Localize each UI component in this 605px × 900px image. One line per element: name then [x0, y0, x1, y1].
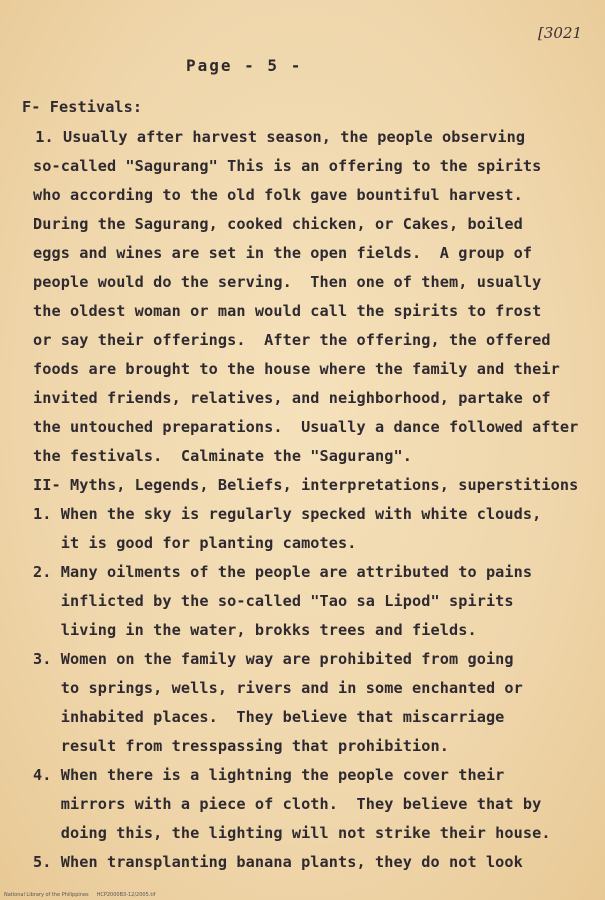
list-item-continuation: doing this, the lighting will not strike their house.: [33, 824, 551, 842]
text-line: During the Sagurang, cooked chicken, or Cakes, boiled: [33, 215, 523, 233]
list-item: 4. When there is a lightning the people cover their: [33, 766, 505, 784]
list-item: 3. Women on the family way are prohibited from going: [33, 650, 514, 668]
text-line: the festivals. Calminate the "Sagurang".: [33, 447, 412, 465]
page-header: Page - 5 -: [186, 56, 303, 75]
text-line: who according to the old folk gave bountiful harvest.: [33, 186, 523, 204]
text-line: foods are brought to the house where the family and their: [33, 360, 560, 378]
text-line: people would do the serving. Then one of them, usually: [33, 273, 542, 291]
scan-footer: National Library of the Philippines HCP2000B3-12/2005.tif: [4, 892, 156, 898]
list-item-continuation: mirrors with a piece of cloth. They believe that by: [33, 795, 542, 813]
list-item-continuation: to springs, wells, rivers and in some enchanted or: [33, 679, 523, 697]
text-line: 1. Usually after harvest season, the people observing: [26, 128, 526, 146]
list-item-continuation: it is good for planting camotes.: [33, 534, 357, 552]
list-item-continuation: inflicted by the so-called "Tao sa Lipod" spirits: [33, 592, 514, 610]
text-line: invited friends, relatives, and neighborhood, partake of: [33, 389, 551, 407]
text-line: the untouched preparations. Usually a dance followed after: [33, 418, 579, 436]
text-line: or say their offerings. After the offering, the offered: [33, 331, 551, 349]
section-heading-myths: II- Myths, Legends, Beliefs, interpretations, superstitions: [33, 476, 579, 494]
handwritten-page-number: [3021: [538, 24, 583, 42]
list-item: 5. When transplanting banana plants, they do not look: [33, 853, 523, 871]
text-line: eggs and wines are set in the open fields. A group of: [33, 244, 533, 262]
list-item: 1. When the sky is regularly specked with white clouds,: [33, 505, 542, 523]
section-heading-festivals: F- Festivals:: [22, 98, 143, 116]
list-item-continuation: result from tresspassing that prohibition.: [33, 737, 449, 755]
list-item: 2. Many oilments of the people are attributed to pains: [33, 563, 533, 581]
list-item-continuation: inhabited places. They believe that miscarriage: [33, 708, 505, 726]
text-line: so-called "Sagurang" This is an offering to the spirits: [33, 157, 542, 175]
text-line: the oldest woman or man would call the spirits to frost: [33, 302, 542, 320]
list-item-continuation: living in the water, brokks trees and fields.: [33, 621, 477, 639]
